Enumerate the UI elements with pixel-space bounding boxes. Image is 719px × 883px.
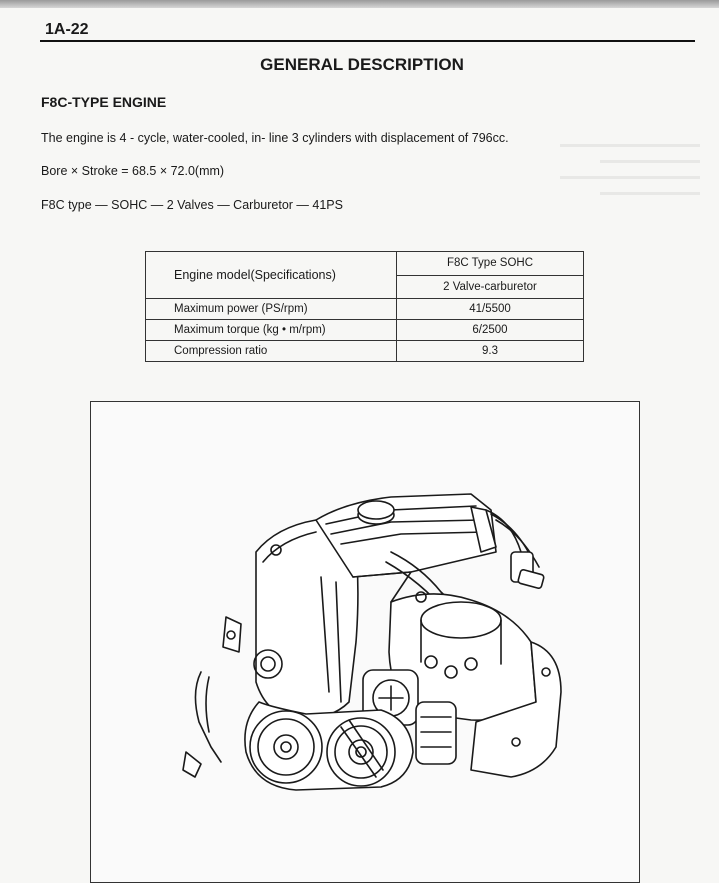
section-title: GENERAL DESCRIPTION [260, 55, 464, 74]
table-header-row [146, 252, 584, 276]
table-row [146, 341, 584, 362]
row-value: 9.3 [397, 341, 584, 362]
table-header-label: Engine model(Specifications) [146, 252, 397, 299]
table-row [146, 299, 584, 320]
bleed-through-line [600, 192, 700, 195]
subsection-title: F8C-TYPE ENGINE [41, 94, 167, 110]
page-number: 1A-22 [45, 21, 89, 38]
bore-stroke-line: Bore × Stroke = 68.5 × 72.0(mm) [41, 164, 225, 178]
engine-figure [90, 401, 640, 883]
specifications-table [145, 251, 584, 362]
row-label: Maximum torque (kg • m/rpm) [146, 320, 397, 341]
engine-description: The engine is 4 - cycle, water-cooled, in- line 3 cylinders with displacement of 796cc. [41, 131, 509, 145]
header-rule [40, 40, 695, 42]
table-row [146, 320, 584, 341]
bleed-through-line [600, 160, 700, 163]
engine-illustration-icon [91, 402, 639, 882]
table-header-value: F8C Type SOHC [397, 252, 584, 276]
row-value: 41/5500 [397, 299, 584, 320]
engine-type-line: F8C type — SOHC — 2 Valves — Carburetor — 41PS [41, 198, 343, 212]
scan-top-border [0, 0, 719, 8]
bleed-through-line [560, 144, 700, 147]
row-value: 6/2500 [397, 320, 584, 341]
row-label: Maximum power (PS/rpm) [146, 299, 397, 320]
bleed-through-line [560, 176, 700, 179]
row-label: Compression ratio [146, 341, 397, 362]
table-header-value: 2 Valve-carburetor [397, 275, 584, 299]
